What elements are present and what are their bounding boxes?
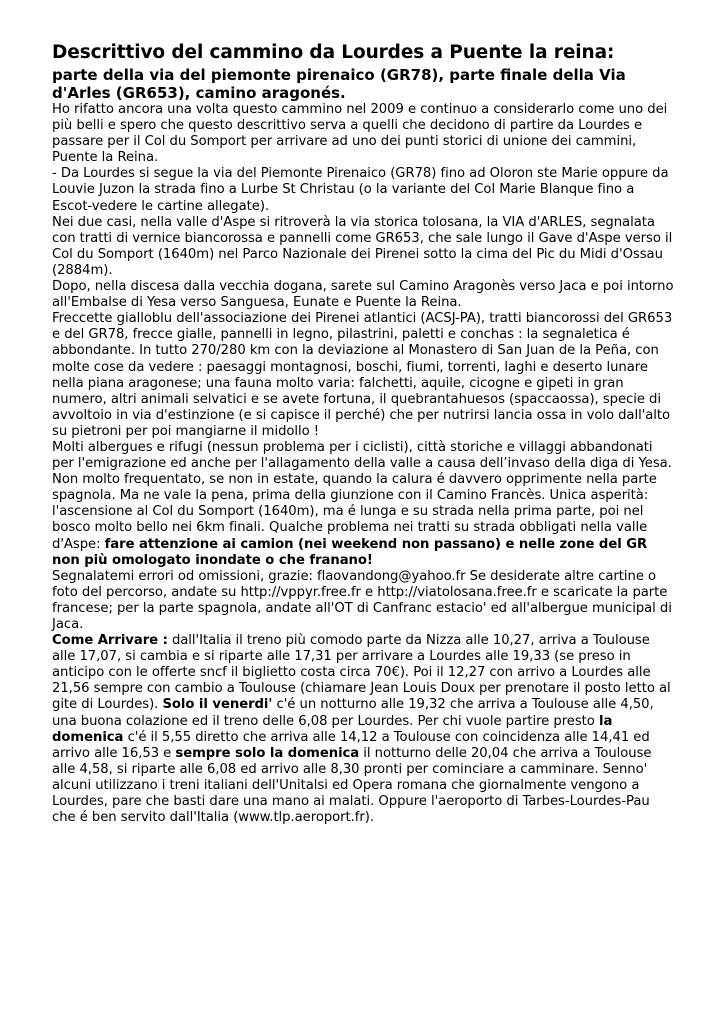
route-paragraph-1: - Da Lourdes si segue la via del Piemonte Pirenaico (GR78) fino ad Oloron ste Marie oppure da Louvie Juzon la strada fino a Lurbe St Christau (o la variante del Col Marie Blanque fino a Escot-vedere le cartine allegate). <box>52 166 669 214</box>
route-paragraph-3: Dopo, nella discesa dalla vecchia dogana, sarete sul Camino Aragonès verso Jaca e poi intorno all'Embalse di Yesa verso Sanguesa, Eunate e Puente la Reina. <box>52 279 674 311</box>
arrival-text-2: c'é un notturno alle 19,32 che arriva a Toulouse alle 4,50, una buona colazione ed il treno delle 6,08 per Lourdes. Per chi vuole partire presto <box>52 697 654 729</box>
lodging-text: Molti albergues e rifugi (nessun problema per i ciclisti), città storiche e villaggi abbandonati per l'emigrazione ed anche per l'allagamento della valle a causa dell’invaso della diga di Yesa. Non molto frequentato, se non in estate, quando la calura é davvero opprimente nella parte spagnola. Ma ne vale la pena, prima della giunzione con il Camino Francès. Unica asperità: l'ascensione al Col du Somport (1640m), ma é lunga e su strada nella prima parte, poi nel bosco molto bello nei 6km finali. Qualche problema nei tratti su strada obbligati nella valle d'Aspe: <box>52 439 672 552</box>
lodging-warning: fare attenzione ai camion (nei weekend non passano) e nelle zone del GR non più omologato inondate o che franano! <box>52 536 648 568</box>
document-subtitle: parte della via del piemonte pirenaico (GR78), parte finale della Via d'Arles (GR653), camino aragonés. <box>52 66 626 102</box>
arrival-label: Come Arrivare : <box>52 633 168 649</box>
contact-paragraph: Segnalatemi errori od omissioni, grazie: flaovandong@yahoo.fr Se desiderate altre cartine o foto del percorso, andate su http://vppyr.free.fr e http://viatolosana.free.fr e scaricate la parte francese; per la parte spagnola, andate all'OT di Canfranc estacio' ed all'albergue municipal di Jaca. <box>52 568 672 632</box>
arrival-text-4: il notturno delle 20,04 che arriva a Toulouse alle 4,58, si riparte alle 6,08 ed arrivo alle 8,30 pronti per cominciare a camminare. Senno' alcuni utilizzano i treni italiani dell'Unitalsi ed Opera romana che giornalmente vengono a Lourdes, pare che basti dare una mano ai malati. Oppure l'aeroporto di Tarbes-Lourdes-Pau che é ben servito dall'Italia (www.tlp.aeroport.fr). <box>52 745 652 826</box>
arrival-text-1: dall'Italia il treno più comodo parte da Nizza alle 10,27, arriva a Toulouse alle 17,07, si cambia e si riparte alle 17,31 per arrivare a Lourdes alle 19,33 (se preso in anticipo con le offerte sncf il biglietto costa circa 70€). Poi il 12,27 con arrivo a Lourdes alle 21,56 sempre con cambio a Toulouse (chiamare Jean Louis Doux per prenotare il posto letto al gite di Lourdes). <box>52 633 671 713</box>
document-title: Descrittivo del cammino da Lourdes a Puente la reina: <box>52 42 615 63</box>
arrival-bold-friday: Solo il venerdi' <box>162 697 273 713</box>
lodging-paragraph <box>52 440 676 569</box>
signs-paragraph: Freccette gialloblu dell'associazione dei Pirenei atlantici (ACSJ-PA), tratti biancorossi del GR653 e del GR78, frecce gialle, pannelli in legno, pilastrini, paletti e conchas : la segnaletica é abbondante. In tutto 270/280 km con la deviazione al Monastero di San Juan de la Peña, con molte cose da vedere : paesaggi montagnosi, boschi, fiumi, torrenti, laghi e deserto lunare nella piana aragonese; una fauna molto varia: falchetti, aquile, cicogne e gipeti in gran numero, altri animali selvatici e se avete fortuna, il quebrantahuesos (spaccaossa), specie di avvoltoio in via d'estinzione (e si capisce il perché) che per nutrirsi lancia ossa in volo dall'alto su pietroni per poi mangiarne il midollo ! <box>52 311 673 439</box>
arrival-bold-sunday: la domenica <box>52 713 613 745</box>
route-paragraph-2: Nei due casi, nella valle d'Aspe si ritroverà la via storica tolosana, la VIA d'ARLES, segnalata con tratti di vernice biancorossa e pannelli come GR653, che sale lungo il Gave d'Aspe verso il Col du Somport (1640m) nel Parco Nazionale dei Pirenei sotto la cima del Pic du Midi d'Ossau (2884m). <box>52 214 673 278</box>
arrival-text-3: c'é il 5,55 diretto che arriva alle 14,12 a Toulouse con coincidenza alle 14,41 ed arrivo alle 16,53 e <box>52 729 650 761</box>
arrival-bold-only-sunday: sempre solo la domenica <box>175 745 360 761</box>
intro-paragraph: Ho rifatto ancora una volta questo cammino nel 2009 e continuo a considerarlo come uno dei più belli e spero che questo descrittivo serva a quelli che decidono di partire da Lourdes e passare per il Col du Somport per arrivare ad uno dei punti storici di unione dei cammini, Puente la Reina. <box>52 102 668 166</box>
document-page <box>52 40 676 826</box>
arrival-paragraph <box>52 633 676 826</box>
